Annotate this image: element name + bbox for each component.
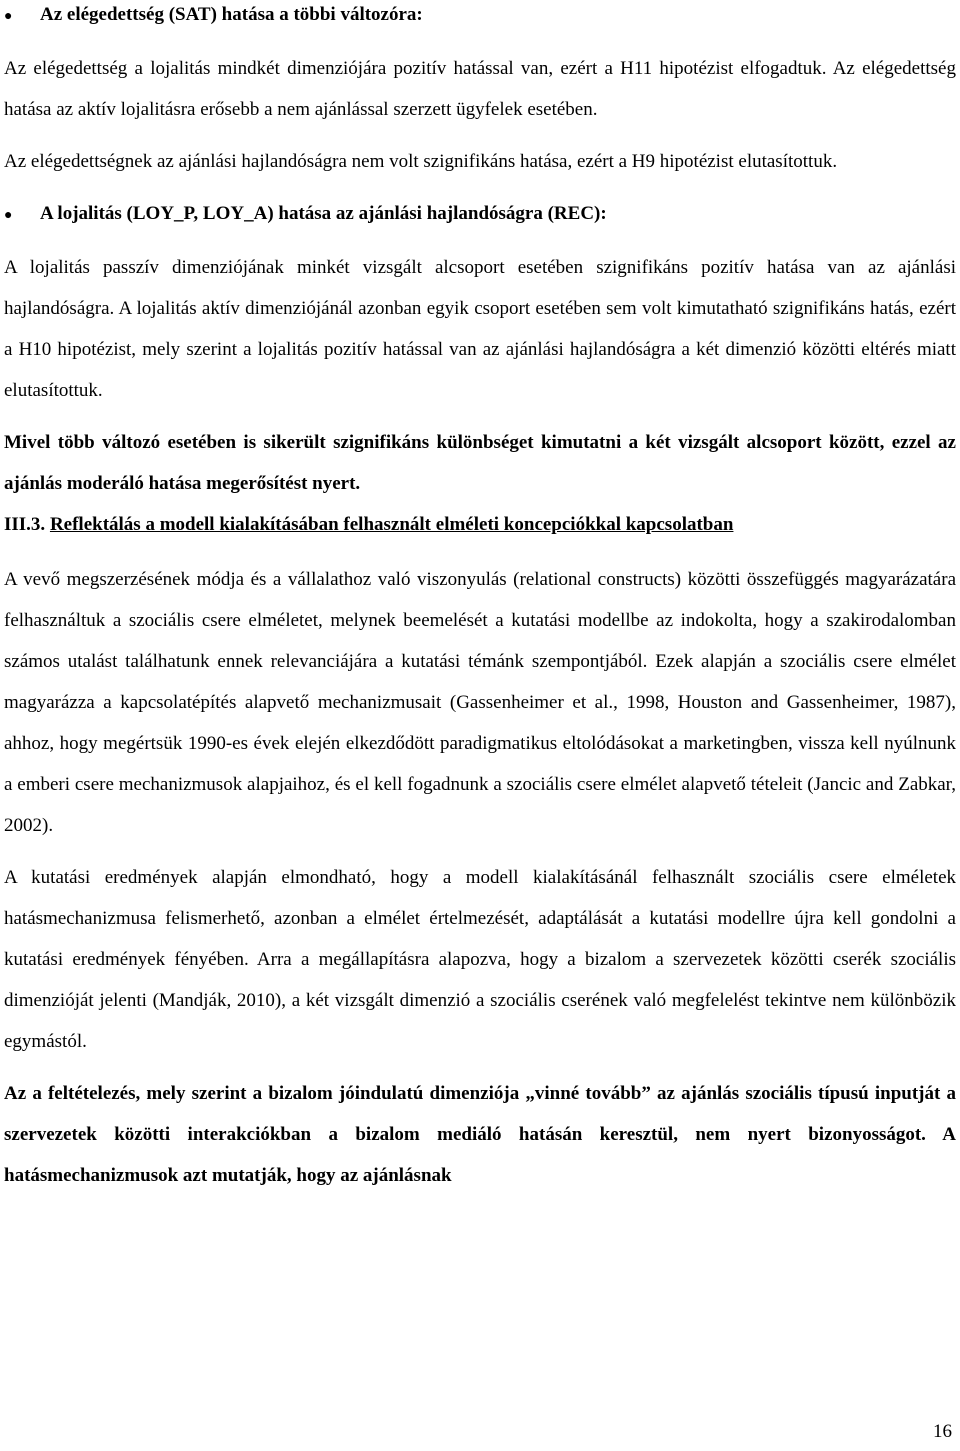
bullet-item-loyalty bbox=[4, 193, 956, 236]
section-number: III.3. bbox=[4, 514, 46, 535]
paragraph: Az elégedettség a lojalitás mindkét dimenziójára pozitív hatással van, ezért a H11 hipotézist elfogadtuk. Az elégedettség hatása az aktív lojalitásra erősebb a nem ajánlással szerzett ügyfelek esetében. bbox=[4, 58, 956, 120]
paragraph: A vevő megszerzésének módja és a vállalathoz való viszonyulás (relational constructs) közötti összefüggés magyarázatára felhasználtuk a szociális csere elméletet, melynek beemelését a kutatási modellbe az indokolta, hogy a szakirodalomban számos utalást találhatunk ennek relevanciájára a kutatási témánk szempontjából. Ezek alapján a szociális csere elmélet magyarázza a kapcsolatépítés alapvető mechanizmusait (Gassenheimer et al., 1998, Houston and Gassenheimer, 1987), ahhoz, hogy megértsük 1990-es évek elején elkezdődött paradigmatikus eltolódásokat a marketingben, vissza kell nyúlnunk a emberi csere mechanizmusok alapjaihoz, és el kell fogadnunk a szociális csere elmélet alapvető tételeit (Jancic and Zabkar, 2002). bbox=[4, 569, 956, 836]
section-title: Reflektálás a modell kialakításában felhasznált elméleti koncepciókkal kapcsolatban bbox=[49, 514, 734, 535]
bold-paragraph: Mivel több változó esetében is sikerült szignifikáns különbséget kimutatni a két vizsgált alcsoport között, ezzel az ajánlás moderáló hatása megerősítést nyert. bbox=[4, 432, 956, 494]
bold-paragraph: Az a feltételezés, mely szerint a bizalom jóindulatú dimenziója „vinné tovább” az ajánlás szociális típusú inputját a szervezetek közötti interakciókban a bizalom mediáló hatásán keresztül, nem nyert bizonyosságot. A hatásmechanizmusok azt mutatják, hogy az ajánlásnak bbox=[4, 1083, 956, 1186]
page-number: 16 bbox=[933, 1421, 952, 1442]
paragraph: A lojalitás passzív dimenziójának minkét vizsgált alcsoport esetében szignifikáns pozitív hatása van az ajánlási hajlandóságra. A lojalitás aktív dimenziójánál azonban egyik csoport esetében sem volt kimutatható szignifikáns hatás, ezért a H10 hipotézist, mely szerint a lojalitás pozitív hatással van az ajánlási hajlandóságra a két dimenzió közötti eltérés miatt elutasítottuk. bbox=[4, 257, 956, 401]
section-heading bbox=[4, 504, 956, 545]
bullet-item-sat bbox=[4, 0, 956, 37]
bullet-dot-icon: ● bbox=[4, 9, 13, 24]
bullet-dot-icon: ● bbox=[4, 208, 13, 223]
paragraph: Az elégedettségnek az ajánlási hajlandóságra nem volt szignifikáns hatása, ezért a H9 hipotézist elutasítottuk. bbox=[4, 151, 838, 172]
document-body bbox=[4, 0, 956, 1196]
bullet-heading: A lojalitás (LOY_P, LOY_A) hatása az ajánlási hajlandóságra (REC): bbox=[40, 203, 607, 224]
bullet-heading: Az elégedettség (SAT) hatása a többi változóra: bbox=[40, 4, 423, 25]
paragraph: A kutatási eredmények alapján elmondható, hogy a modell kialakításánál felhasznált szociális csere elméletek hatásmechanizmusa felismerhető, azonban a elmélet értelmezését, adaptálását a kutatási modellre újra kell gondolni a kutatási eredmények fényében. Arra a megállapításra alapozva, hogy a bizalom a szervezetek közötti cserék szociális dimenzióját jelenti (Mandják, 2010), a két vizsgált dimenzió a szociális cserének való megfelelést tekintve nem különbözik egymástól. bbox=[4, 867, 956, 1052]
